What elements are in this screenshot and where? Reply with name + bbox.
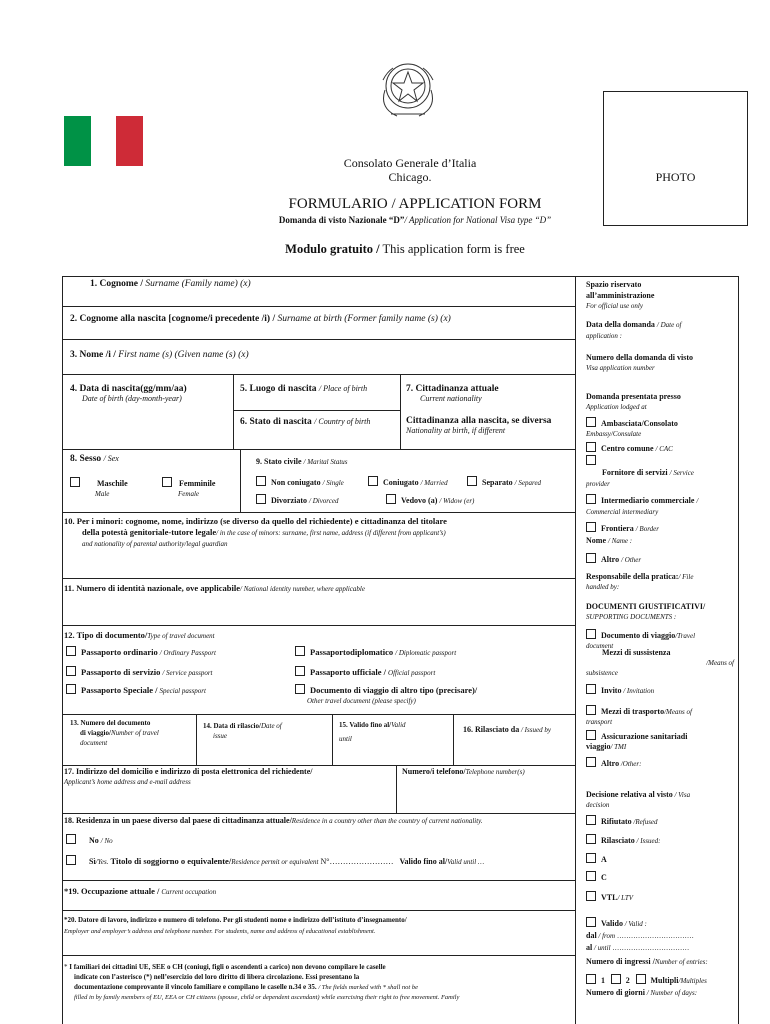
photo-box: [603, 91, 748, 226]
marital-widow-checkbox[interactable]: Vedovo (a) / Widow (er): [386, 494, 474, 505]
checkbox-icon[interactable]: [256, 494, 266, 504]
doc-service-passport-checkbox[interactable]: Passaporto di servizio / Service passport: [66, 666, 213, 677]
field-surname[interactable]: 1. Cognome / Surname (Family name) (x): [90, 279, 251, 289]
official-service-provider-checkbox[interactable]: Fornitore di servizi / Service provider: [586, 455, 694, 490]
field-sex-label: 8. Sesso / Sex: [70, 454, 119, 464]
field-home-address-email[interactable]: 17. Indirizzo del domicilio e indirizzo di posta elettronica del richiedente/ Applicant’s home address and e-mail address: [64, 767, 313, 786]
doc-diplomatic-passport-checkbox[interactable]: Passaportodiplomatico / Diplomatic passport: [295, 646, 456, 657]
field-national-id[interactable]: 11. Numero di identità nazionale, ove applicabile/ National identity number, where applicable: [64, 583, 365, 593]
official-border-checkbox[interactable]: Frontiera / Border Nome / Name :: [586, 524, 660, 545]
field-place-of-birth[interactable]: 5. Luogo di nascita / Place of birth: [240, 384, 368, 394]
field-minors-guardian[interactable]: 10. Per i minori: cognome, nome, indirizzo (se diverso da quello del richiedente) e cittadinanza del titolare della potestà genitoriale-tutore legale/ in the case of minors: surname, first name, address (if different from applicant’s) and nationality of parental authority/legal guardian: [64, 516, 447, 548]
checkbox-icon[interactable]: [586, 522, 596, 532]
field-first-name[interactable]: 3. Nome /i / First name (s) (Given name (s) (x): [70, 350, 249, 360]
residence-no-checkbox[interactable]: No / No: [66, 834, 113, 845]
official-transport-checkbox[interactable]: Mezzi di trasporto/Means of transport: [586, 707, 692, 726]
checkbox-icon[interactable]: [586, 834, 596, 844]
official-visa-c-checkbox[interactable]: C: [586, 871, 607, 882]
checkbox-icon[interactable]: [586, 553, 596, 563]
doc-special-passport-checkbox[interactable]: Passaporto Speciale / Special passport: [66, 684, 206, 695]
sex-female-checkbox[interactable]: Femminile Female: [162, 477, 215, 498]
checkbox-icon[interactable]: [586, 730, 596, 740]
flag-white-stripe: [91, 116, 116, 166]
checkbox-icon[interactable]: [295, 646, 305, 656]
doc-other-travel-document-checkbox[interactable]: Documento di viaggio di altro tipo (precisare)/ Other travel document (please specify): [295, 684, 477, 705]
checkbox-icon[interactable]: [66, 834, 76, 844]
field-nationality-at-birth[interactable]: Cittadinanza alla nascita, se diversa Nationality at birth, if different: [406, 416, 552, 435]
official-other-checkbox[interactable]: Altro / Other: [586, 553, 641, 564]
checkbox-icon[interactable]: [586, 815, 596, 825]
official-number-of-days[interactable]: Numero di giorni / Number of days:: [586, 988, 698, 997]
checkbox-icon[interactable]: [586, 757, 596, 767]
field-issue-date[interactable]: 14. Data di rilascio/Date of issue: [203, 722, 282, 740]
official-use-header: Spazio riservato all’amministrazione For official use only: [586, 280, 655, 310]
checkbox-icon[interactable]: [586, 974, 596, 984]
marital-separated-checkbox[interactable]: Separato / Separed: [467, 476, 541, 487]
flag-green-stripe: [64, 116, 91, 166]
official-vtl-checkbox[interactable]: VTL/ LTV: [586, 891, 633, 902]
official-visa-a-checkbox[interactable]: A: [586, 853, 607, 864]
field-travel-doc-number[interactable]: 13. Numero del documento di viaggio/Number of travel document: [70, 719, 159, 747]
checkbox-icon[interactable]: [66, 684, 76, 694]
official-application-number[interactable]: Numero della domanda di visto Visa application number: [586, 353, 693, 372]
field-current-nationality[interactable]: 7. Cittadinanza attuale Current nationality: [406, 384, 499, 403]
field-residence-other-country: 18. Residenza in un paese diverso dal paese di cittadinanza attuale/Residence in a country other than the country of current nationality.: [64, 816, 483, 825]
official-lodged-at: Domanda presentata presso Application lodged at: [586, 392, 681, 411]
official-embassy-checkbox[interactable]: Ambasciata/Consolato Embassy/Consulate: [586, 419, 678, 438]
italian-emblem-icon: [373, 50, 443, 122]
checkbox-icon[interactable]: [295, 684, 305, 694]
checkbox-icon[interactable]: [611, 974, 621, 984]
official-means-of-subsistence[interactable]: Mezzi di sussistenza /Means of subsistence: [586, 648, 734, 677]
official-entries-options[interactable]: 1 2 Multipli/Multiples: [586, 974, 707, 985]
checkbox-icon[interactable]: [295, 666, 305, 676]
official-number-of-entries: Numero di ingressi /Number of entries:: [586, 957, 708, 966]
checkbox-icon[interactable]: [586, 871, 596, 881]
italian-flag: [64, 116, 143, 166]
field-surname-at-birth[interactable]: 2. Cognome alla nascita [cognome/i precedente /i) / Surname at birth (Former family name (s) (x): [70, 314, 451, 324]
official-cac-checkbox[interactable]: Centro comune / CAC: [586, 442, 673, 453]
official-issued-checkbox[interactable]: Rilasciato / Issued:: [586, 834, 660, 845]
marital-single-checkbox[interactable]: Non coniugato / Single: [256, 476, 344, 487]
field-marital-status-label: 9. Stato civile / Marital Status: [256, 457, 348, 466]
field-valid-until[interactable]: 15. Valido fino al/Valid until: [339, 721, 406, 743]
checkbox-icon[interactable]: [66, 646, 76, 656]
official-application-date[interactable]: Data della domanda / Date of application :: [586, 320, 682, 340]
field-issued-by[interactable]: 16. Rilasciato da / Issued by: [463, 725, 551, 734]
official-intermediary-checkbox[interactable]: Intermediario commerciale / Commercial intermediary: [586, 496, 699, 516]
footnote-family-members: * I familiari dei cittadini UE, SEE o CH (coniugi, figli o ascendenti a carico) non devono compilare le caselle indicate con l’asterisco (*) nell’esercizio del loro diritto di libera circolazione. Essi presentano la documentazione comprovante il vincolo familiare e compilano le caselle n.34 e 35. / The fields marked with * shall not be filled in by family members of EU, EEA or CH citizens (spouse, child or dependent ascendant) while exercising their right to free movement. Family: [64, 963, 460, 1001]
checkbox-icon[interactable]: [66, 855, 76, 865]
marital-married-checkbox[interactable]: Coniugato / Married: [368, 476, 448, 487]
official-visa-decision: Decisione relativa al visto / Visa decision: [586, 790, 691, 809]
field-employer[interactable]: *20. Datore di lavoro, indirizzo e numero di telefono. Per gli studenti nome e indirizzo dell’istituto d’insegnamento/ Employer and employer’s address and telephone number. For students, name and address of educational establishment.: [64, 916, 407, 935]
marital-divorced-checkbox[interactable]: Divorziato / Divorced: [256, 494, 338, 505]
field-telephone[interactable]: Numero/i telefono/Telephone number(s): [402, 767, 525, 776]
form-title: FORMULARIO / APPLICATION FORM: [288, 196, 542, 212]
official-validity[interactable]: Valido / Valid : dal / from …………………………… al / until ……………………………: [586, 919, 694, 952]
consulate-name: Consolato Generale d’Italia Chicago.: [343, 156, 477, 184]
field-country-of-birth[interactable]: 6. Stato di nascita / Country of birth: [240, 417, 371, 427]
official-supporting-documents: DOCUMENTI GIUSTIFICATIVI/ SUPPORTING DOCUMENTS :: [586, 602, 706, 621]
checkbox-icon[interactable]: [586, 455, 596, 465]
doc-ordinary-passport-checkbox[interactable]: Passaporto ordinario / Ordinary Passport: [66, 646, 216, 657]
checkbox-icon[interactable]: [66, 666, 76, 676]
official-travel-document-checkbox[interactable]: Documento di viaggio/Travel document: [586, 631, 696, 650]
form-subtitle: Domanda di visto Nazionale “D”/ Application for National Visa type “D”: [278, 215, 552, 225]
official-medical-insurance-checkbox[interactable]: Assicurazione sanitariadi viaggio/ TMI: [586, 732, 688, 751]
official-invitation-checkbox[interactable]: Invito / Invitation: [586, 684, 654, 695]
doc-official-passport-checkbox[interactable]: Passaporto ufficiale / Official passport: [295, 666, 435, 677]
checkbox-icon[interactable]: [586, 494, 596, 504]
checkbox-icon[interactable]: [586, 684, 596, 694]
sex-male-checkbox[interactable]: Maschile Male: [70, 477, 128, 498]
flag-red-stripe: [116, 116, 143, 166]
checkbox-icon[interactable]: [467, 476, 477, 486]
checkbox-icon[interactable]: [70, 477, 80, 487]
field-travel-doc-type-label: 12. Tipo di documento/Type of travel document: [64, 630, 215, 640]
free-form-note: Modulo gratuito / This application form is free: [285, 242, 525, 256]
checkbox-icon[interactable]: [368, 476, 378, 486]
residence-yes-checkbox[interactable]: Sì/Yes. Titolo di soggiorno o equivalente/Residence permit or equivalent N°…………………… Valido fino al/Valid until …: [66, 855, 484, 866]
checkbox-icon[interactable]: [586, 705, 596, 715]
official-handled-by[interactable]: Responsabile della pratica:/ File handled by:: [586, 572, 694, 591]
photo-label: PHOTO: [655, 170, 696, 184]
checkbox-icon[interactable]: [586, 891, 596, 901]
checkbox-icon[interactable]: [586, 917, 596, 927]
official-refused-checkbox[interactable]: Rifiutato /Refused: [586, 815, 658, 826]
checkbox-icon[interactable]: [586, 629, 596, 639]
checkbox-icon[interactable]: [586, 853, 596, 863]
official-other-docs-checkbox[interactable]: Altro /Other:: [586, 757, 641, 768]
checkbox-icon[interactable]: [162, 477, 172, 487]
checkbox-icon[interactable]: [586, 442, 596, 452]
field-date-of-birth[interactable]: 4. Data di nascita(gg/mm/aa) Date of birth (day-month-year): [70, 384, 187, 403]
checkbox-icon[interactable]: [636, 974, 646, 984]
field-current-occupation[interactable]: *19. Occupazione attuale / Current occupation: [64, 886, 217, 896]
checkbox-icon[interactable]: [386, 494, 396, 504]
checkbox-icon[interactable]: [586, 417, 596, 427]
checkbox-icon[interactable]: [256, 476, 266, 486]
